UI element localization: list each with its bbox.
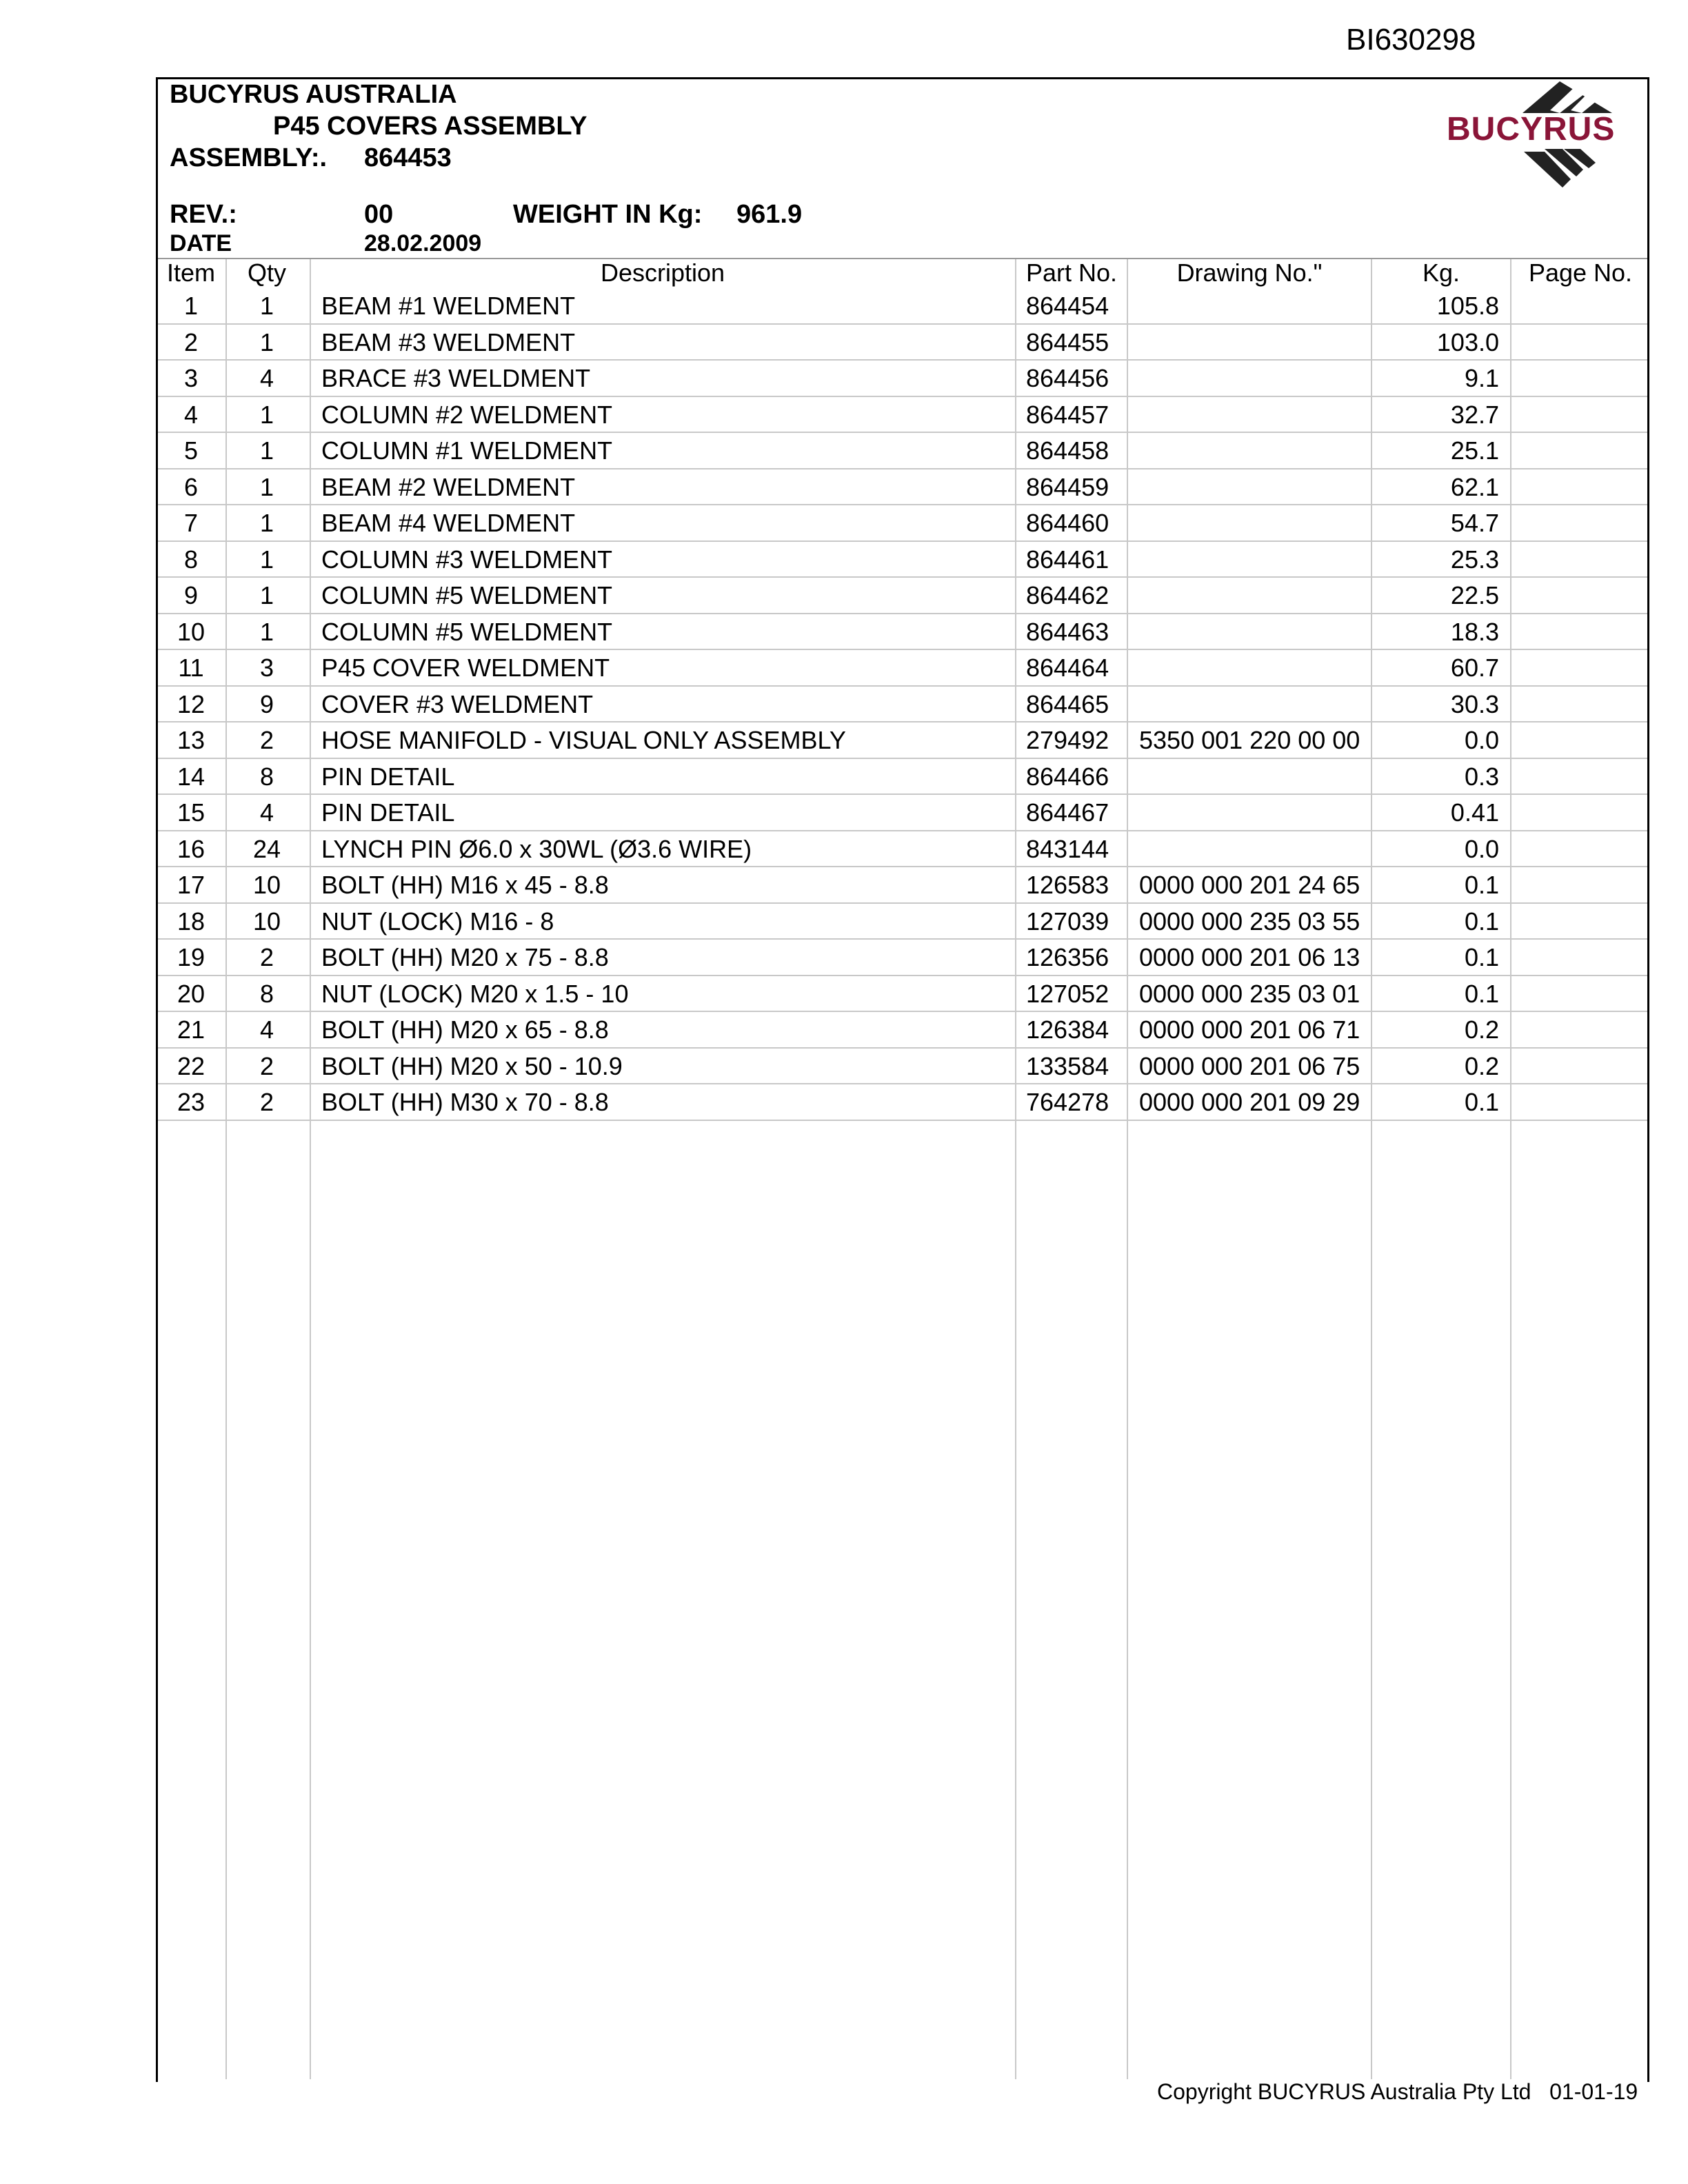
document-id: BI630298 <box>1346 23 1476 57</box>
table-cell-item: 20 <box>177 979 205 1008</box>
table-cell-desc: PIN DETAIL <box>321 762 455 791</box>
table-cell-item: 21 <box>177 1015 205 1044</box>
table-cell-item: 3 <box>183 364 199 392</box>
table-cell-qty: 10 <box>252 907 281 936</box>
table-cell-part: 864463 <box>1026 617 1109 646</box>
table-cell-desc: BEAM #3 WELDMENT <box>321 327 576 356</box>
table-cell-kg: 60.7 <box>1450 654 1499 682</box>
table-cell-item: 4 <box>183 400 199 429</box>
table-cell-item: 1 <box>183 292 199 320</box>
weight-label: WEIGHT IN Kg: <box>513 200 703 229</box>
table-cell-part: 126384 <box>1026 1015 1109 1044</box>
table-cell-part: 127039 <box>1026 907 1109 936</box>
table-cell-part: 126583 <box>1026 871 1109 899</box>
table-cell-desc: HOSE MANIFOLD - VISUAL ONLY ASSEMBLY <box>321 726 846 754</box>
table-cell-qty: 1 <box>259 472 274 501</box>
table-cell-item: 5 <box>183 436 199 465</box>
table-cell-drawing: 0000 000 235 03 01 <box>1139 979 1360 1008</box>
table-cell-desc: COLUMN #1 WELDMENT <box>321 436 613 465</box>
table-cell-desc: COLUMN #2 WELDMENT <box>321 400 613 429</box>
date-value: 28.02.2009 <box>364 230 482 256</box>
table-cell-desc: BEAM #2 WELDMENT <box>321 472 576 501</box>
table-cell-desc: COLUMN #5 WELDMENT <box>321 581 613 609</box>
table-cell-part: 279492 <box>1026 726 1109 754</box>
table-cell-part: 864466 <box>1026 762 1109 791</box>
table-cell-part: 864454 <box>1026 292 1109 320</box>
footer <box>1157 2075 1638 2108</box>
assembly-number: 864453 <box>364 143 452 172</box>
table-cell-part: 864455 <box>1026 327 1109 356</box>
table-cell-part: 864462 <box>1026 581 1109 609</box>
table-cell-qty: 1 <box>259 581 274 609</box>
weight-value: 961.9 <box>736 200 803 229</box>
date-label: DATE <box>170 230 232 256</box>
table-cell-qty: 24 <box>252 834 281 863</box>
table-cell-kg: 25.3 <box>1450 545 1499 574</box>
table-cell-kg: 25.1 <box>1450 436 1499 465</box>
table-cell-qty: 4 <box>259 798 274 827</box>
column-header-part-no: Part No. <box>1025 259 1118 287</box>
table-cell-qty: 2 <box>259 1088 274 1116</box>
table-cell-kg: 18.3 <box>1450 617 1499 646</box>
table-cell-part: 764278 <box>1026 1088 1109 1116</box>
table-cell-part: 126356 <box>1026 943 1109 971</box>
table-cell-item: 22 <box>177 1051 205 1080</box>
table-cell-item: 7 <box>183 509 199 537</box>
column-header-page-no: Page No. <box>1528 259 1633 287</box>
table-cell-qty: 9 <box>259 689 274 718</box>
table-cell-part: 864459 <box>1026 472 1109 501</box>
table-cell-qty: 1 <box>259 436 274 465</box>
table-cell-part: 864464 <box>1026 654 1109 682</box>
table-cell-part: 127052 <box>1026 979 1109 1008</box>
table-cell-desc: PIN DETAIL <box>321 798 455 827</box>
table-cell-part: 864467 <box>1026 798 1109 827</box>
table-cell-desc: BOLT (HH) M20 x 75 - 8.8 <box>321 943 609 971</box>
table-cell-qty: 1 <box>259 400 274 429</box>
table-cell-qty: 2 <box>259 726 274 754</box>
table-cell-desc: BOLT (HH) M20 x 50 - 10.9 <box>321 1051 623 1080</box>
table-cell-drawing: 5350 001 220 00 00 <box>1139 726 1360 754</box>
table-cell-desc: NUT (LOCK) M16 - 8 <box>321 907 554 936</box>
table-cell-desc: COLUMN #3 WELDMENT <box>321 545 613 574</box>
table-cell-drawing: 0000 000 201 06 75 <box>1139 1051 1360 1080</box>
table-cell-item: 17 <box>177 871 205 899</box>
table-cell-desc: BEAM #4 WELDMENT <box>321 509 576 537</box>
table-cell-part: 864461 <box>1026 545 1109 574</box>
table-cell-kg: 9.1 <box>1464 364 1499 392</box>
table-cell-part: 864465 <box>1026 689 1109 718</box>
table-cell-item: 6 <box>183 472 199 501</box>
table-cell-part: 864457 <box>1026 400 1109 429</box>
table-cell-qty: 10 <box>252 871 281 899</box>
table-cell-item: 15 <box>177 798 205 827</box>
rev-value: 00 <box>364 200 394 229</box>
table-cell-qty: 4 <box>259 364 274 392</box>
table-cell-qty: 1 <box>259 617 274 646</box>
table-cell-qty: 1 <box>259 327 274 356</box>
table-cell-desc: NUT (LOCK) M20 x 1.5 - 10 <box>321 979 629 1008</box>
table-cell-kg: 62.1 <box>1450 472 1499 501</box>
table-cell-part: 864458 <box>1026 436 1109 465</box>
table-cell-desc: BRACE #3 WELDMENT <box>321 364 591 392</box>
table-cell-qty: 3 <box>259 654 274 682</box>
table-cell-qty: 2 <box>259 1051 274 1080</box>
table-cell-item: 18 <box>177 907 205 936</box>
logo-wordmark: BUCYRUS <box>1447 111 1616 148</box>
table-cell-kg: 103.0 <box>1436 327 1499 356</box>
table-cell-desc: LYNCH PIN Ø6.0 x 30WL (Ø3.6 WIRE) <box>321 834 752 863</box>
table-cell-kg: 0.1 <box>1464 979 1499 1008</box>
table-cell-kg: 0.2 <box>1464 1051 1499 1080</box>
table-cell-kg: 0.3 <box>1464 762 1499 791</box>
bucyrus-logo <box>1441 77 1648 201</box>
table-cell-item: 2 <box>183 327 199 356</box>
table-cell-item: 9 <box>183 581 199 609</box>
table-cell-kg: 0.1 <box>1464 871 1499 899</box>
table-cell-part: 133584 <box>1026 1051 1109 1080</box>
table-cell-drawing: 0000 000 201 09 29 <box>1139 1088 1360 1116</box>
column-divider <box>1015 259 1016 2079</box>
table-cell-part: 843144 <box>1026 834 1109 863</box>
column-divider <box>310 259 311 2079</box>
table-cell-qty: 8 <box>259 762 274 791</box>
column-header-drawing-no: Drawing No." <box>1176 259 1323 287</box>
table-cell-kg: 0.0 <box>1464 726 1499 754</box>
table-cell-desc: BOLT (HH) M16 x 45 - 8.8 <box>321 871 609 899</box>
table-cell-desc: P45 COVER WELDMENT <box>321 654 610 682</box>
footer-date: 01-01-19 <box>1549 2079 1638 2104</box>
column-divider <box>1510 259 1511 2079</box>
column-header-qty: Qty <box>247 259 286 287</box>
table-cell-drawing: 0000 000 201 24 65 <box>1139 871 1360 899</box>
column-header-kg: Kg. <box>1422 259 1460 287</box>
table-cell-part: 864456 <box>1026 364 1109 392</box>
rev-label: REV.: <box>170 200 237 229</box>
table-cell-kg: 54.7 <box>1450 509 1499 537</box>
table-row-divider <box>158 1120 1647 1121</box>
table-cell-qty: 4 <box>259 1015 274 1044</box>
table-cell-item: 12 <box>177 689 205 718</box>
table-cell-kg: 30.3 <box>1450 689 1499 718</box>
table-cell-kg: 0.2 <box>1464 1015 1499 1044</box>
assembly-label: ASSEMBLY:. <box>170 143 328 172</box>
table-cell-kg: 105.8 <box>1436 292 1499 320</box>
table-cell-desc: BOLT (HH) M30 x 70 - 8.8 <box>321 1088 609 1116</box>
table-cell-item: 8 <box>183 545 199 574</box>
column-header-description: Description <box>600 259 725 287</box>
table-cell-kg: 0.41 <box>1450 798 1499 827</box>
table-cell-kg: 0.0 <box>1464 834 1499 863</box>
table-cell-item: 23 <box>177 1088 205 1116</box>
table-cell-item: 10 <box>177 617 205 646</box>
table-cell-qty: 1 <box>259 545 274 574</box>
table-cell-item: 16 <box>177 834 205 863</box>
table-cell-desc: BOLT (HH) M20 x 65 - 8.8 <box>321 1015 609 1044</box>
table-cell-drawing: 0000 000 201 06 13 <box>1139 943 1360 971</box>
table-cell-item: 19 <box>177 943 205 971</box>
table-cell-desc: BEAM #1 WELDMENT <box>321 292 576 320</box>
column-divider <box>1127 259 1128 2079</box>
table-cell-kg: 32.7 <box>1450 400 1499 429</box>
table-cell-desc: COLUMN #5 WELDMENT <box>321 617 613 646</box>
table-cell-kg: 0.1 <box>1464 907 1499 936</box>
table-cell-kg: 0.1 <box>1464 1088 1499 1116</box>
table-cell-part: 864460 <box>1026 509 1109 537</box>
table-cell-qty: 2 <box>259 943 274 971</box>
table-cell-desc: COVER #3 WELDMENT <box>321 689 594 718</box>
table-cell-item: 11 <box>178 654 204 682</box>
table-cell-drawing: 0000 000 201 06 71 <box>1139 1015 1360 1044</box>
table-cell-item: 13 <box>177 726 205 754</box>
table-cell-qty: 1 <box>259 292 274 320</box>
column-header-item: Item <box>166 259 215 287</box>
assembly-title: P45 COVERS ASSEMBLY <box>273 112 587 141</box>
table-cell-kg: 0.1 <box>1464 943 1499 971</box>
copyright-text: Copyright BUCYRUS Australia Pty Ltd <box>1157 2079 1531 2104</box>
table-cell-drawing: 0000 000 235 03 55 <box>1139 907 1360 936</box>
company-name: BUCYRUS AUSTRALIA <box>170 80 457 109</box>
table-cell-item: 14 <box>177 762 205 791</box>
table-cell-qty: 1 <box>259 509 274 537</box>
table-cell-kg: 22.5 <box>1450 581 1499 609</box>
table-cell-qty: 8 <box>259 979 274 1008</box>
